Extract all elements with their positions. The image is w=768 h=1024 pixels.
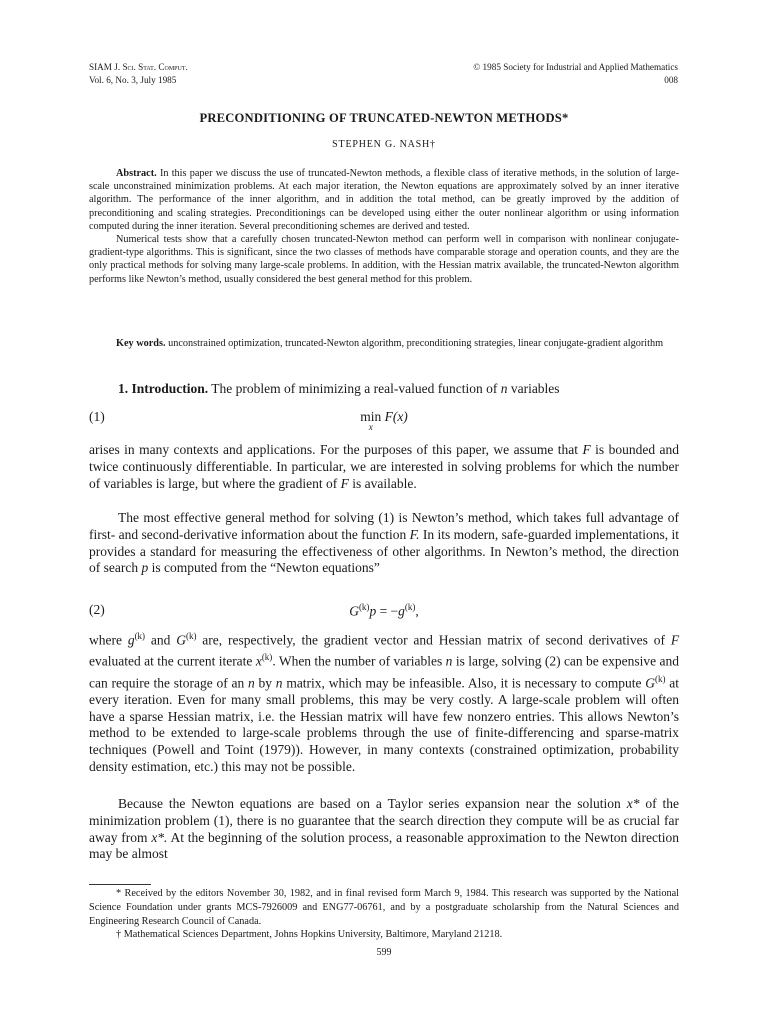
footnote-received: * Received by the editors November 30, 1982, and in final revised form March 9, 1984. This research was supported by the National Science Foundation under grants MCS-7926009 and ENG77-06761, and by a postgraduate scholarship from the Natural Sciences and Engineering Research Council of Canada. [89,888,679,927]
paper-title: PRECONDITIONING OF TRUNCATED-NEWTON METHODS* [199,111,569,125]
abstract [89,167,679,286]
copyright-notice: © 1985 Society for Industrial and Applied Mathematics [473,62,678,72]
footnote-affiliation: † Mathematical Sciences Department, Johns Hopkins University, Baltimore, Maryland 21218. [116,929,503,941]
journal-volume: Vol. 6, No. 3, July 1985 [89,75,177,85]
keywords-text: unconstrained optimization, truncated-Newton algorithm, preconditioning strategies, linear conjugate-gradient algorithm [168,338,664,349]
journal-header [89,61,188,87]
equation-1-number: (1) [89,409,105,424]
footnotes [89,887,679,942]
copyright-header [473,61,678,87]
footnote-rule [89,884,151,885]
article-code: 008 [664,75,678,85]
equation-1 [89,409,679,432]
abstract-label: Abstract. [116,168,157,179]
equation-1-expression: min x F(x) [360,409,408,432]
section-heading: 1. Introduction. [118,381,209,396]
intro-lead [89,381,679,398]
keywords-label: Key words. [116,338,166,349]
abstract-text-1: In this paper we discuss the use of truncated-Newton methods, a flexible class of iterative methods, in the solution of large-scale unconstrained minimization problems. At each major iteration, the Newton equations are approximately solved by an inner iterative algorithm. The performance of the inner algorithm, and in addition the total method, can be greatly improved by the addition of preconditioning and scaling strategies. Preconditionings can be developed using either the outer nonlinear algorithm or using information computed during the inner iteration. Several preconditioning schemes are derived and tested. [89,168,680,232]
equation-2-number: (2) [89,602,105,617]
intro-heading-line: 1. Introduction. The problem of minimizing a real-valued function of n variables [118,381,560,396]
paragraph-4: Because the Newton equations are based on a Taylor series expansion near the solution x* of the minimization problem (1), there is no guarantee that the search direction they compute will be as crucial far away from x*. At the beginning of the solution process, a reasonable approximation to the Newton direction may be almost [89,796,680,862]
paragraph-2: The most effective general method for solving (1) is Newton’s method, which takes full advantage of first- and second-derivative information about the function F. In its modern, safe-guarded implementations, it provides a standard for measuring the effectiveness of other algorithms. In Newton’s method, the direction of search p is computed from the “Newton equations” [89,510,680,576]
abstract-paragraph-1 [89,167,679,233]
abstract-paragraph-2: Numerical tests show that a carefully chosen truncated-Newton method can perform well in comparison with nonlinear conjugate-gradient-type algorithms. This is significant, since the two classes of methods have comparable storage and operation counts, and they are the only practical methods for solving many large-scale problems. In addition, with the Hessian matrix available, the truncated-Newton algorithm performs like Newton’s method, usually considered the best general method for this problem. [89,234,679,285]
journal-name: SIAM J. Sci. Stat. Comput. [89,62,188,72]
equation-2-expression: $G^{(k)}p = -g^{(k)}$, [349,602,419,619]
keywords [89,337,679,350]
equation-2 [89,602,679,622]
author-name: STEPHEN G. NASH† [332,139,436,150]
page-number: 599 [376,947,392,958]
paragraph-3: where $g^{(k)}$ and $G^{(k)}$ are, respectively, the gradient vector and Hessian matrix of second derivatives of F evaluated at the current iterate $x^{(k)}$. When the number of variables n is large, solving (2) can be expensive and can require the storage of an n by n matrix, which may be infeasible. Also, it is necessary to compute $G^{(k)}$ at every iteration. Even for many small problems, this may be very costly. A large-scale problem will often have a sparse Hessian matrix, i.e. the Hessian matrix will have few nonzero entries. This allows Newton’s method to be extended to large-scale problems through the use of finite-differencing and sparse-matrix techniques (Powell and Toint (1979)). However, in many contexts (constrained optimization, probability density estimation, etc.) this may not be possible. [89,631,680,775]
paragraph-1: arises in many contexts and applications. For the purposes of this paper, we assume that F is bounded and twice continuously differentiable. In particular, we are interested in solving problems for which the number of variables is large, but where the gradient of F is available. [89,442,680,491]
